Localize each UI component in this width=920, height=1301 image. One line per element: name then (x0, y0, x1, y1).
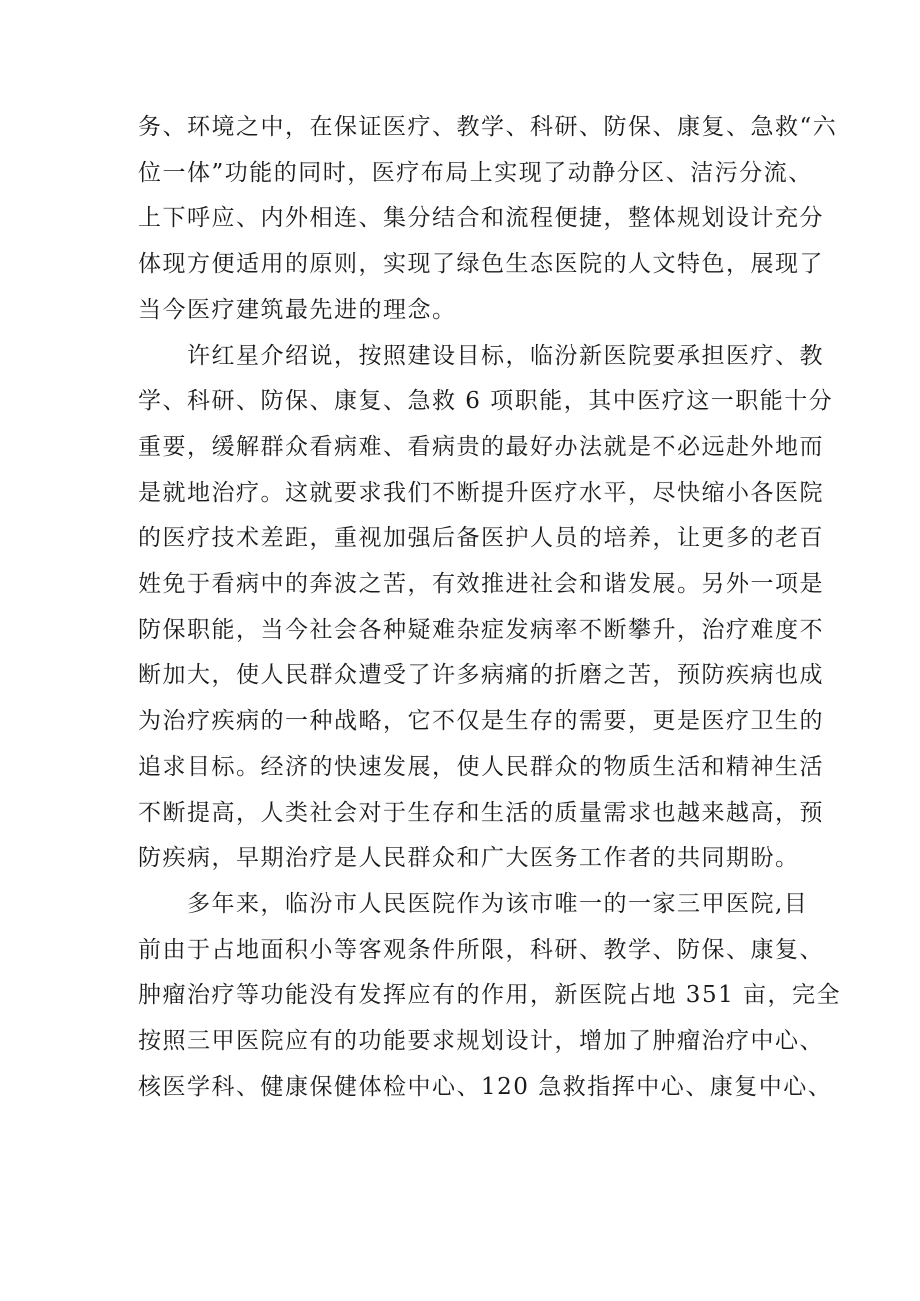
text-line: 体现方便适用的原则，实现了绿色生态医院的人文特色，展现了 (138, 251, 824, 278)
text-line: 许红星介绍说，按照建设目标，临汾新医院要承担医疗、教 (138, 342, 824, 369)
text-line: 为治疗疾病的一种战略，它不仅是生存的需要，更是医疗卫生的 (138, 708, 824, 735)
paragraph-2 (138, 334, 834, 882)
text-line: 当今医疗建筑最先进的理念。 (138, 296, 457, 323)
text-line: 姓免于看病中的奔波之苦，有效推进社会和谐发展。另外一项是 (138, 571, 824, 598)
text-line: 断加大，使人民群众遭受了许多病痛的折磨之苦，预防疾病也成 (138, 662, 824, 689)
text-line: 务、环境之中，在保证医疗、教学、科研、防保、康复、急救“六 (138, 114, 838, 140)
text-line: 防疾病，早期治疗是人民群众和广大医务工作者的共同期盼。 (138, 845, 800, 872)
text-line: 位一体”功能的同时，医疗布局上实现了动静分区、洁污分流、 (138, 159, 813, 186)
text-line: 不断提高，人类社会对于生存和生活的质量需求也越来越高，预 (138, 799, 824, 826)
text-line: 追求目标。经济的快速发展，使人民群众的物质生活和精神生活 (138, 753, 824, 780)
text-line: 学、科研、防保、康复、急救 6 项职能，其中医疗这一职能十分 (138, 388, 834, 415)
paragraph-1 (138, 105, 838, 334)
text-line: 的医疗技术差距，重视加强后备医护人员的培养，让更多的老百 (138, 525, 824, 552)
text-line: 肿瘤治疗等功能没有发挥应有的作用，新医院占地 351 亩，完全 (138, 982, 842, 1009)
body-text (138, 105, 842, 1110)
text-line: 多年来，临汾市人民医院作为该市唯一的一家三甲医院,目 (138, 890, 809, 917)
text-line: 前由于占地面积小等客观条件所限，科研、教学、防保、康复、 (138, 936, 824, 963)
paragraph-3 (138, 882, 842, 1111)
text-line: 是就地治疗。这就要求我们不断提升医疗水平，尽快缩小各医院 (138, 479, 824, 506)
text-line: 上下呼应、内外相连、集分结合和流程便捷，整体规划设计充分 (138, 205, 824, 232)
text-line: 防保职能，当今社会各种疑难杂症发病率不断攀升，治疗难度不 (138, 616, 824, 643)
text-line: 按照三甲医院应有的功能要求规划设计，增加了肿瘤治疗中心、 (138, 1028, 824, 1055)
text-line: 重要，缓解群众看病难、看病贵的最好办法就是不必远赴外地而 (138, 433, 824, 460)
text-line: 核医学科、健康保健体检中心、120 急救指挥中心、康复中心、 (138, 1073, 833, 1100)
